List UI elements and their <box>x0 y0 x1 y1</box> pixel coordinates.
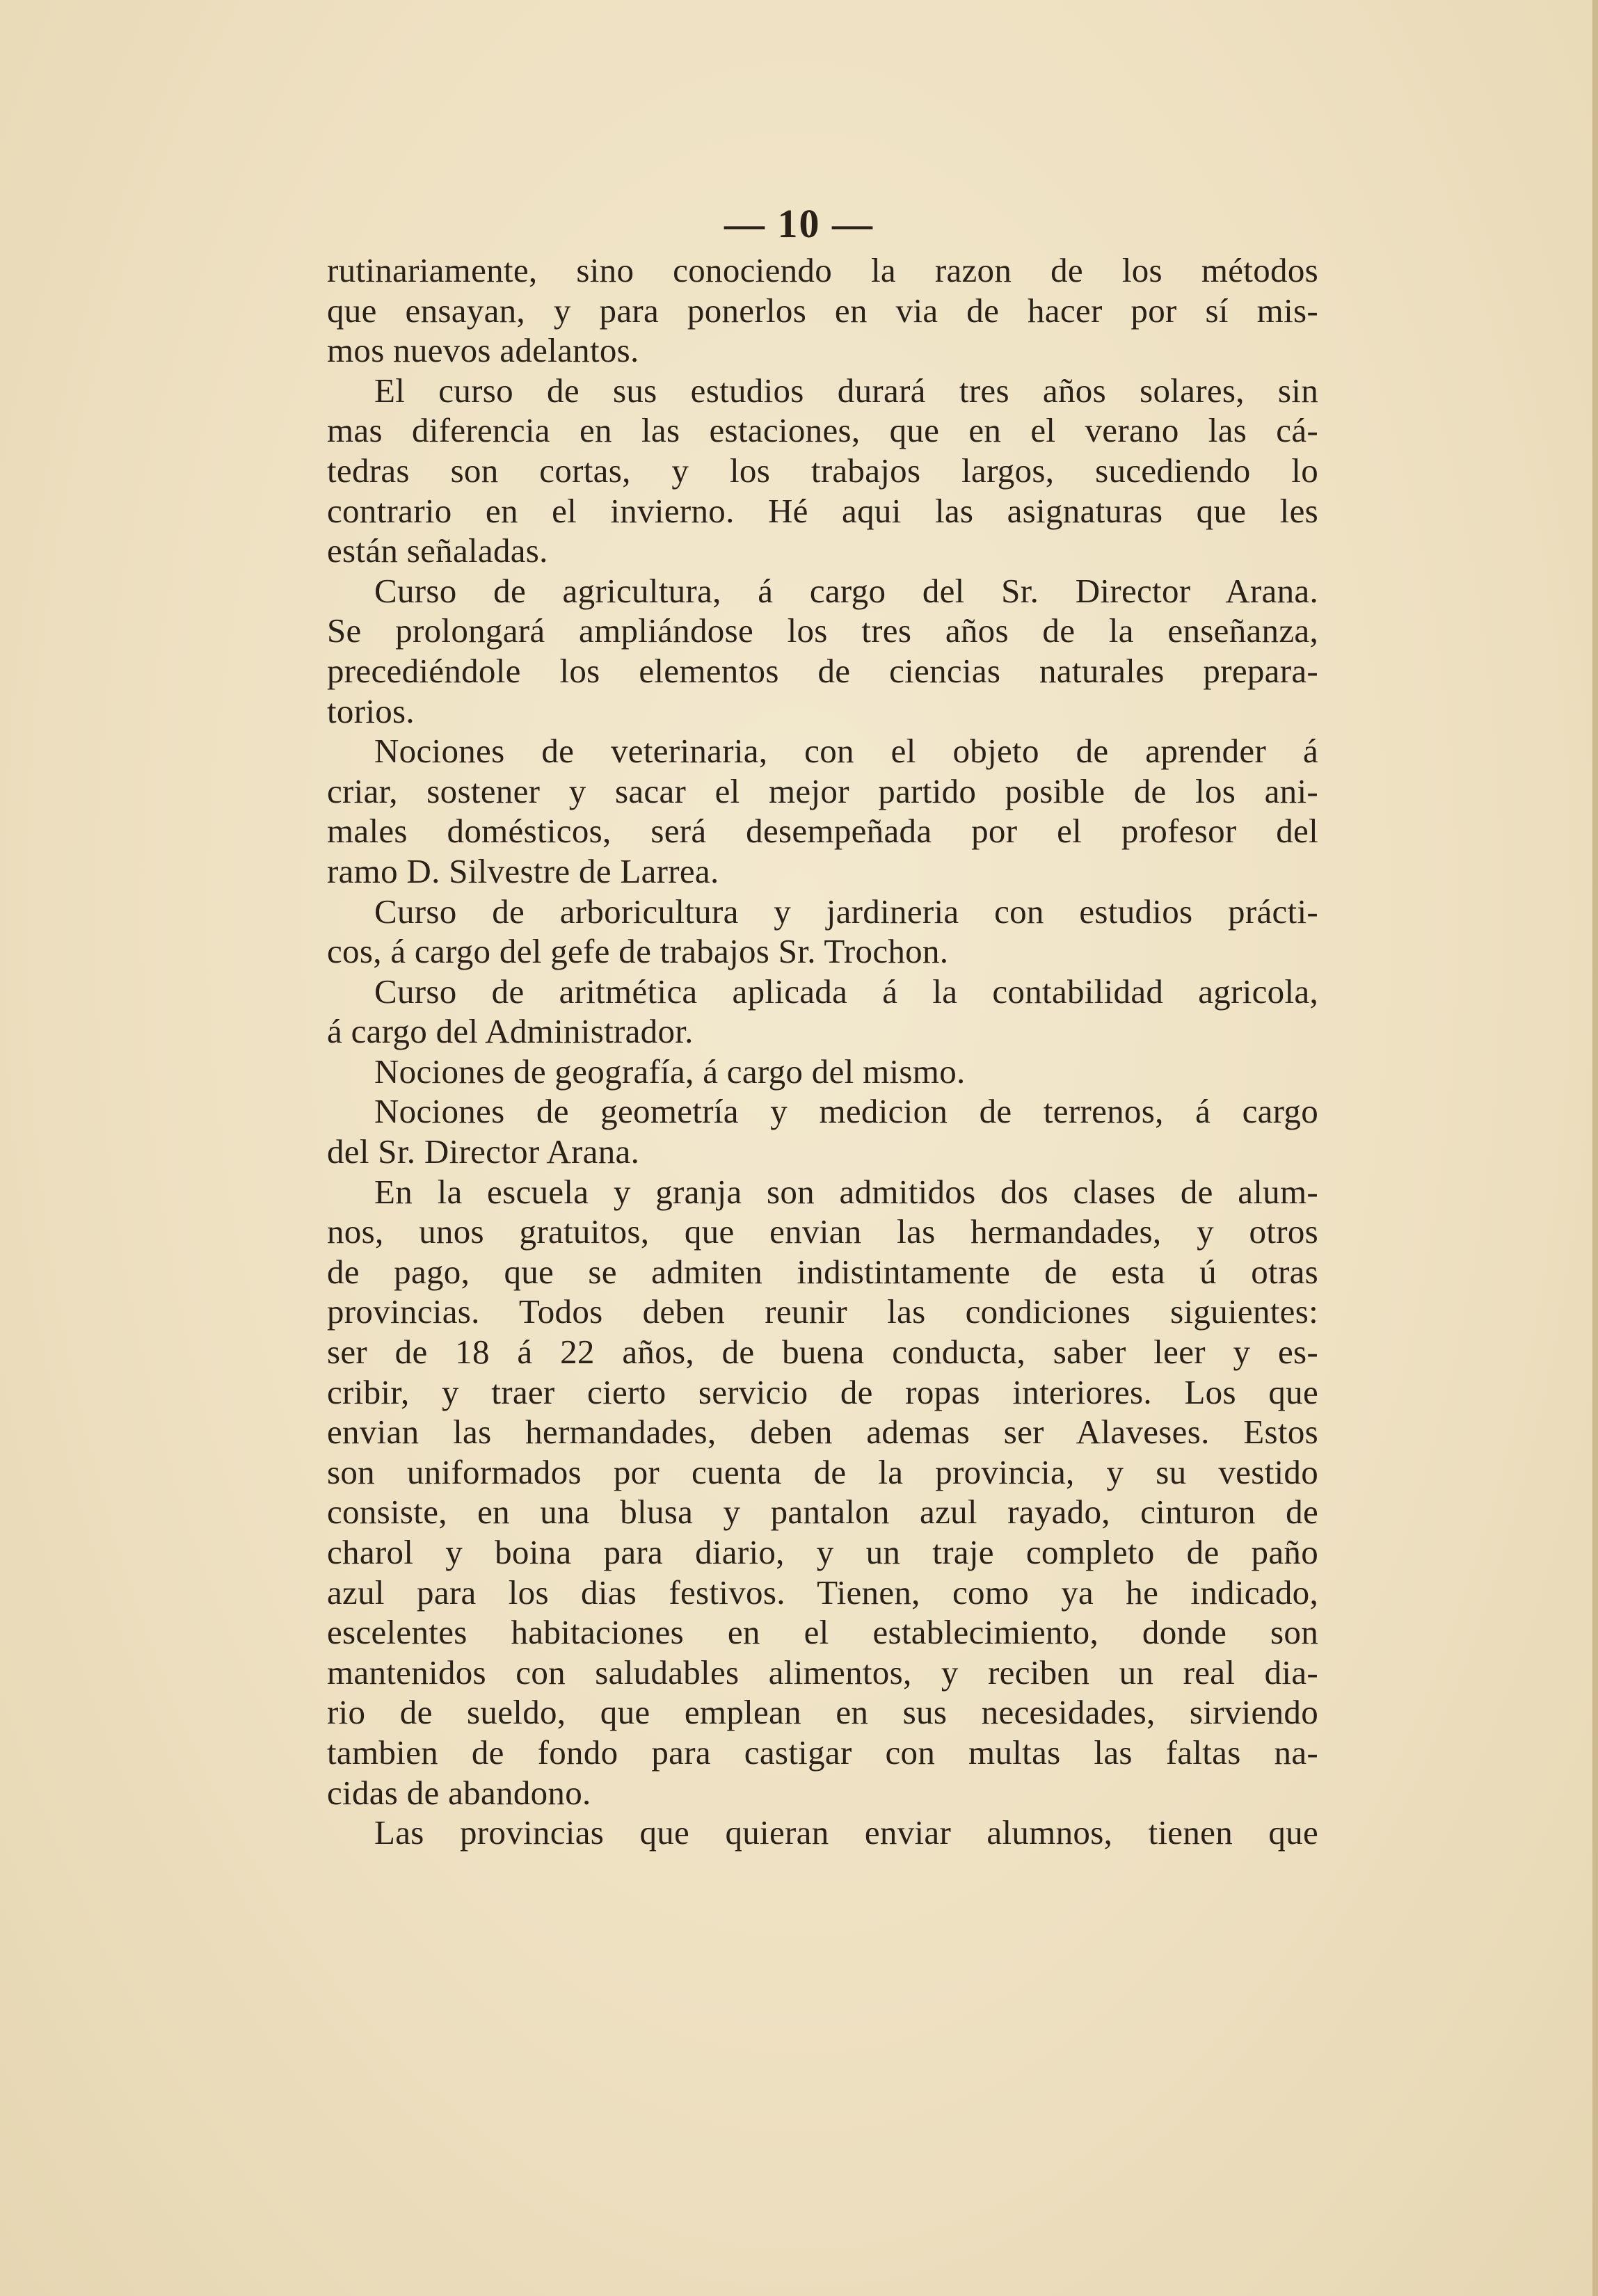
text-line: mantenidos con saludables alimentos, y reciben un real dia- <box>327 1653 1318 1692</box>
page-edge <box>1592 0 1598 2296</box>
text-line: En la escuela y granja son admitidos dos clases de alum- <box>374 1172 1318 1211</box>
text-line: precediéndole los elementos de ciencias naturales prepara- <box>327 651 1318 690</box>
text-line: ser de 18 á 22 años, de buena conducta, saber leer y es- <box>327 1333 1318 1372</box>
text-line: nos, unos gratuitos, que envian las hermandades, y otros <box>327 1212 1318 1251</box>
text-line: tedras son cortas, y los trabajos largos, sucediendo lo <box>327 451 1318 490</box>
text-line: contrario en el invierno. Hé aqui las asignaturas que les <box>327 491 1318 530</box>
text-line: cos, á cargo del gefe de trabajos Sr. Trochon. <box>327 932 949 971</box>
text-line: del Sr. Director Arana. <box>327 1132 640 1171</box>
text-line: Curso de arboricultura y jardineria con estudios prácti- <box>374 892 1318 931</box>
text-line: provincias. Todos deben reunir las condiciones siguientes: <box>327 1292 1318 1331</box>
text-line: mas diferencia en las estaciones, que en el verano las cá- <box>327 411 1318 450</box>
text-line: rio de sueldo, que emplean en sus necesidades, sirviendo <box>327 1693 1318 1732</box>
text-line: torios. <box>327 691 415 730</box>
text-line: Nociones de geografía, á cargo del mismo. <box>374 1052 966 1091</box>
text-line: tambien de fondo para castigar con multas las faltas na- <box>327 1733 1318 1772</box>
text-line: de pago, que se admiten indistintamente de esta ú otras <box>327 1252 1318 1291</box>
page-number: — 10 — <box>724 201 874 246</box>
text-line: rutinariamente, sino conociendo la razon de los métodos <box>327 251 1318 289</box>
text-line: charol y boina para diario, y un traje completo de paño <box>327 1533 1318 1571</box>
text-line: El curso de sus estudios durará tres años solares, sin <box>374 371 1318 410</box>
text-line: Nociones de geometría y medicion de terrenos, á cargo <box>374 1092 1318 1131</box>
text-line: están señaladas. <box>327 531 548 570</box>
text-line: Curso de agricultura, á cargo del Sr. Director Arana. <box>374 571 1318 610</box>
text-line: azul para los dias festivos. Tienen, como ya he indicado, <box>327 1573 1318 1612</box>
text-line: cidas de abandono. <box>327 1773 591 1812</box>
text-line: escelentes habitaciones en el establecimiento, donde son <box>327 1613 1318 1652</box>
text-line: mos nuevos adelantos. <box>327 331 639 370</box>
text-line: á cargo del Administrador. <box>327 1012 694 1051</box>
text-line: consiste, en una blusa y pantalon azul rayado, cinturon de <box>327 1493 1318 1532</box>
text-line: Nociones de veterinaria, con el objeto de aprender á <box>374 732 1318 771</box>
text-line: ramo D. Silvestre de Larrea. <box>327 851 719 890</box>
text-line: criar, sostener y sacar el mejor partido posible de los ani- <box>327 771 1318 810</box>
text-line: cribir, y traer cierto servicio de ropas interiores. Los que <box>327 1372 1318 1411</box>
text-line: envian las hermandades, deben ademas ser Alaveses. Estos <box>327 1413 1318 1452</box>
text-line: Se prolongará ampliándose los tres años de la enseñanza, <box>327 611 1318 650</box>
text-line: Las provincias que quieran enviar alumnos, tienen que <box>374 1813 1318 1852</box>
text-line: que ensayan, y para ponerlos en via de hacer por sí mis- <box>327 291 1318 330</box>
body-text <box>327 250 1318 1853</box>
text-line: Curso de aritmética aplicada á la contabilidad agricola, <box>374 972 1318 1011</box>
text-line: son uniformados por cuenta de la provincia, y su vestido <box>327 1452 1318 1491</box>
text-line: males domésticos, será desempeñada por el profesor del <box>327 812 1318 851</box>
